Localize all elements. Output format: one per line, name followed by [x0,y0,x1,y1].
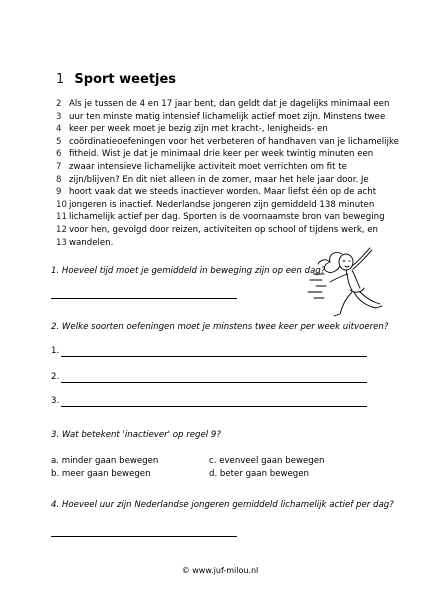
line-text: zwaar intensieve lichamelijke activiteit moet verrichten om fit te [69,161,347,172]
line-number: 2 [56,99,62,109]
line-text: uur ten minste matig intensief lichamelijk actief moet zijn. Minstens twee [69,111,386,122]
passage-line [56,148,396,161]
option-c[interactable]: c. evenveel gaan bewegen [209,456,325,466]
reading-passage [56,98,399,249]
running-girl-icon [306,246,390,322]
option-a[interactable]: a. minder gaan bewegen [51,456,159,466]
answer-line-q2-2[interactable] [61,382,367,383]
line-number: 4 [56,124,62,135]
line-text: hoort vaak dat we steeds inactiever worden. Maar liefst één op de acht [69,187,377,198]
answer-line-q2-3[interactable] [61,406,367,407]
passage-line [56,174,396,187]
passage-line [56,136,399,149]
line-number: 7 [56,161,62,172]
title-line-number: 1 [56,72,65,87]
line-number: 6 [56,149,62,160]
passage-line [56,111,396,124]
passage-line [56,224,396,237]
line-number: 10 [56,199,67,210]
passage-line [56,186,396,199]
answer-number-2: 2. [51,372,60,382]
question-2: 2. Welke soorten oefeningen moet je minstens twee keer per week uitvoeren? [51,322,389,332]
line-number: 9 [56,187,62,198]
answer-line-q1[interactable] [51,298,237,299]
line-text: zijn/blijven? En dit niet alleen in de zomer, maar het hele jaar door. Je [69,174,369,185]
line-text: Als je tussen de 4 en 17 jaar bent, dan geldt dat je dagelijks minimaal een [69,99,390,109]
question-4: 4. Hoeveel uur zijn Nederlandse jongeren gemiddeld lichamelijk actief per dag? [51,500,394,510]
line-number: 3 [56,111,62,122]
page-title [56,72,176,87]
passage-line [56,161,396,174]
line-number: 13 [56,237,67,248]
line-text: lichamelijk actief per dag. Sporten is de voornaamste bron van beweging [69,212,385,223]
answer-number-1: 1. [51,346,60,356]
answer-line-q4[interactable] [51,536,237,537]
question-1: 1. Hoeveel tijd moet je gemiddeld in beweging zijn op een dag? [51,266,326,276]
line-text: wandelen. [69,237,114,248]
line-text: voor hen, gevolgd door reizen, activiteiten op school of tijdens werk, en [69,224,378,235]
line-text: coördinatieoefeningen voor het verbeteren of handhaven van je lichamelijke [69,136,399,147]
passage-line [56,123,396,136]
title-text: Sport weetjes [74,72,177,87]
line-number: 5 [56,136,62,147]
question-3: 3. Wat betekent 'inactiever' op regel 9? [51,430,221,440]
copyright-footer: © www.juf-milou.nl [181,566,259,575]
line-text: jongeren is inactief. Nederlandse jongeren zijn gemiddeld 138 minuten [69,199,375,210]
line-text: fitheid. Wist je dat je minimaal drie keer per week twintig minuten een [69,149,374,160]
passage-line [56,98,396,111]
answer-number-3: 3. [51,396,60,406]
option-b[interactable]: b. meer gaan bewegen [51,469,151,479]
passage-line [56,199,396,212]
line-text: keer per week moet je bezig zijn met kracht-, lenigheids- en [69,124,328,135]
passage-line [56,211,396,224]
line-number: 11 [56,212,67,223]
line-number: 12 [56,224,67,235]
option-d[interactable]: d. beter gaan bewegen [209,469,309,479]
answer-line-q2-1[interactable] [61,356,367,357]
line-number: 8 [56,174,62,185]
